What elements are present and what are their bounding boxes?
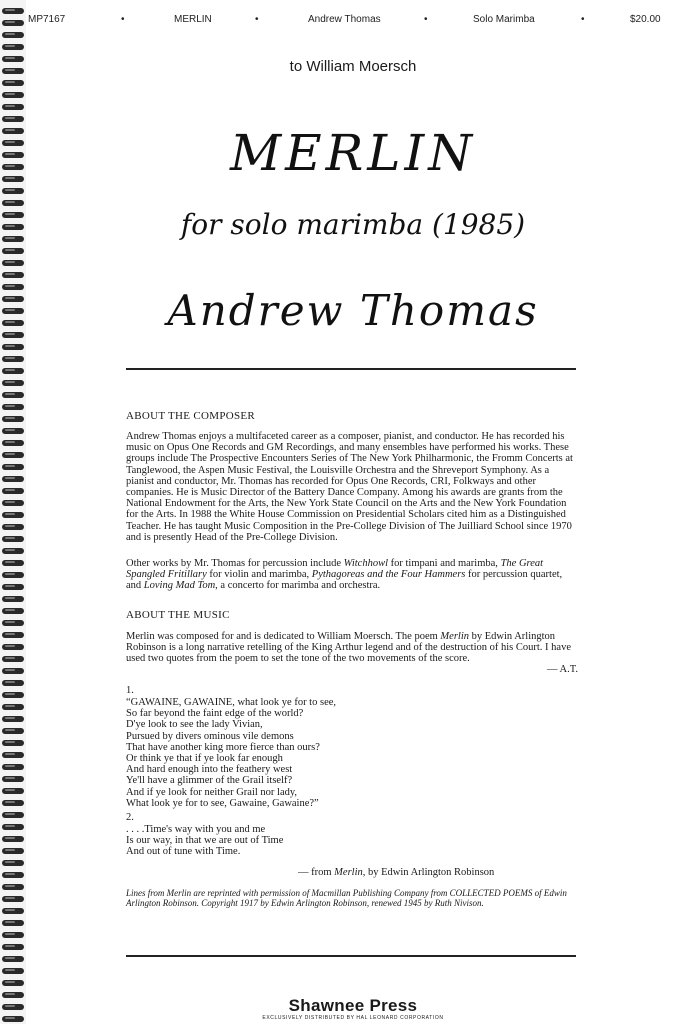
binding-coil <box>2 608 24 614</box>
about-music-heading: ABOUT THE MUSIC <box>126 609 230 621</box>
binding-coil <box>2 728 24 734</box>
binding-coil <box>2 896 24 902</box>
binding-coil <box>2 164 24 170</box>
spiral-binding <box>0 0 26 1024</box>
work-title: The Great Spangled Fritillary <box>126 558 544 581</box>
binding-coil <box>2 488 24 494</box>
divider <box>126 368 576 370</box>
binding-coil <box>2 704 24 710</box>
binding-coil <box>2 308 24 314</box>
binding-coil <box>2 764 24 770</box>
binding-coil <box>2 116 24 122</box>
binding-coil <box>2 452 24 458</box>
text-run: for timpani and marimba, <box>388 558 501 569</box>
divider <box>126 955 576 957</box>
dedication: to William Moersch <box>289 58 417 75</box>
work-title: Merlin <box>440 631 469 642</box>
publisher-logo: Shawnee Press <box>288 996 418 1015</box>
binding-coil <box>2 908 24 914</box>
binding-coil <box>2 692 24 698</box>
header-bullet: • <box>121 14 125 25</box>
binding-coil <box>2 572 24 578</box>
binding-coil <box>2 548 24 554</box>
header-price: $20.00 <box>630 14 661 25</box>
text-run: Other works by Mr. Thomas for percussion include <box>126 558 344 569</box>
catalog-number: MP7167 <box>28 14 66 25</box>
binding-coil <box>2 140 24 146</box>
work-title: Merlin <box>334 867 363 878</box>
header-bullet: • <box>255 14 259 25</box>
binding-coil <box>2 200 24 206</box>
binding-coil <box>2 668 24 674</box>
binding-coil <box>2 8 24 14</box>
binding-coil <box>2 500 24 506</box>
text-run: for violin and marimba, <box>206 569 312 581</box>
binding-coil <box>2 752 24 758</box>
binding-coil <box>2 92 24 98</box>
text-run: by Edwin Arlington Robinson is a long narrative retelling of the King Arthur legend and of the destruction of his Court. I have used two quotes from the poem to set the tone of the two movements of the score. <box>126 631 571 665</box>
binding-coil <box>2 104 24 110</box>
binding-coil <box>2 860 24 866</box>
signature: — A.T. <box>546 664 578 675</box>
binding-coil <box>2 1016 24 1022</box>
binding-coil <box>2 824 24 830</box>
binding-coil <box>2 992 24 998</box>
about-music-text <box>126 631 578 665</box>
binding-coil <box>2 20 24 26</box>
header-bullet: • <box>424 14 428 25</box>
binding-coil <box>2 464 24 470</box>
header-bullet: • <box>581 14 585 25</box>
binding-coil <box>2 428 24 434</box>
binding-coil <box>2 680 24 686</box>
work-title: Loving Mad Tom <box>143 580 216 592</box>
binding-coil <box>2 56 24 62</box>
subtitle: for solo marimba (1985) <box>180 208 526 241</box>
binding-coil <box>2 476 24 482</box>
binding-coil <box>2 656 24 662</box>
binding-coil <box>2 380 24 386</box>
poem-number: 2. <box>126 812 134 823</box>
poem-number: 1. <box>126 685 134 696</box>
binding-coil <box>2 296 24 302</box>
binding-coil <box>2 968 24 974</box>
binding-coil <box>2 1004 24 1010</box>
binding-coil <box>2 956 24 962</box>
binding-coil <box>2 848 24 854</box>
text-run: , by Edwin Arlington Robinson <box>362 867 495 878</box>
binding-coil <box>2 152 24 158</box>
binding-coil <box>2 368 24 374</box>
binding-coil <box>2 512 24 518</box>
binding-coil <box>2 68 24 74</box>
page-title: MERLIN <box>229 124 477 182</box>
composer-name: Andrew Thomas <box>167 286 539 335</box>
binding-coil <box>2 248 24 254</box>
header-instrument: Solo Marimba <box>473 14 535 25</box>
binding-coil <box>2 356 24 362</box>
binding-coil <box>2 788 24 794</box>
binding-coil <box>2 236 24 242</box>
binding-coil <box>2 644 24 650</box>
binding-coil <box>2 944 24 950</box>
binding-coil <box>2 212 24 218</box>
binding-coil <box>2 284 24 290</box>
binding-coil <box>2 44 24 50</box>
binding-coil <box>2 872 24 878</box>
binding-coil <box>2 404 24 410</box>
distributor-line: EXCLUSIVELY DISTRIBUTED BY HAL LEONARD CORPORATION <box>262 1015 444 1021</box>
binding-coil <box>2 716 24 722</box>
work-title: Pythagoreas and the Four Hammers <box>311 569 466 581</box>
binding-coil <box>2 800 24 806</box>
binding-coil <box>2 812 24 818</box>
binding-coil <box>2 596 24 602</box>
binding-coil <box>2 188 24 194</box>
binding-coil <box>2 332 24 338</box>
header-title: MERLIN <box>174 14 212 25</box>
binding-coil <box>2 32 24 38</box>
binding-coil <box>2 560 24 566</box>
about-composer-text: Andrew Thomas enjoys a multifaceted career as a composer, pianist, and conductor. He has recorded his music on Opus One Records and GM Recordings, and many ensembles have performed his works. These groups include The Prospective Encounters Series of The New York Philharmonic, the Fromm Concerts at Tanglewood, the Aspen Music Festival, the Louisville Orchestra and the Shreveport Symphony. As a pianist and conductor, Mr. Thomas has recorded for Opus One Records, CRI, Folkways and other companies. He is Music Director of the Battery Dance Company. Among his awards are grants from the National Endowment for the Arts, the New York State Council on the Arts and the New York Foundation for the Arts. In 1988 the White House Commission on Presidential Scholars cited him as a Distinguished Teacher. He has taught Music Composition in the Pre-College Division of The Juilliard School since 1970 and is presently Head of the Pre-College Division. <box>126 431 573 543</box>
binding-coil <box>2 80 24 86</box>
binding-coil <box>2 632 24 638</box>
binding-coil <box>2 932 24 938</box>
work-title: Witchhowl <box>343 558 388 569</box>
binding-coil <box>2 836 24 842</box>
binding-coil <box>2 740 24 746</box>
binding-coil <box>2 392 24 398</box>
binding-coil <box>2 536 24 542</box>
binding-coil <box>2 176 24 182</box>
header-composer: Andrew Thomas <box>308 14 381 25</box>
poem-one: “GAWAINE, GAWAINE, what look ye for to see, So far beyond the faint edge of the world? D'ye look to see the lady Vivian, Pursued by divers ominous vile demons That have another king more fierce than ours? Or think ye that if ye look far enough And hard enough into the feathery west Ye'll have a glimmer of the Grail itself? And if ye look for neither Grail nor lady, What look ye for to see, Gawaine, Gawaine?” <box>126 697 337 809</box>
binding-coil <box>2 440 24 446</box>
binding-coil <box>2 344 24 350</box>
binding-coil <box>2 584 24 590</box>
text-run: , a concerto for marimba and orchestra. <box>215 580 381 592</box>
binding-coil <box>2 416 24 422</box>
binding-coil <box>2 224 24 230</box>
binding-coil <box>2 980 24 986</box>
binding-coil <box>2 524 24 530</box>
other-works-text <box>126 558 578 592</box>
binding-coil <box>2 620 24 626</box>
score-cover <box>28 0 678 1024</box>
binding-coil <box>2 320 24 326</box>
about-composer-heading: ABOUT THE COMPOSER <box>126 410 256 422</box>
binding-coil <box>2 128 24 134</box>
text-run: — from <box>298 867 335 878</box>
attribution <box>298 867 598 878</box>
binding-coil <box>2 260 24 266</box>
poem-two: . . . .Time's way with you and me Is our way, in that we are out of Time And out of tune with Time. <box>126 824 284 858</box>
text-run: Merlin was composed for and is dedicated to William Moersch. The poem <box>126 631 441 642</box>
text-run: for percussion quartet, and <box>126 569 563 592</box>
binding-coil <box>2 884 24 890</box>
binding-coil <box>2 920 24 926</box>
binding-coil <box>2 776 24 782</box>
binding-coil <box>2 272 24 278</box>
permission-credit: Lines from Merlin are reprinted with permission of Macmillan Publishing Company from COLLECTED POEMS of Edwin Arlington Robinson. Copyright 1917 by Edwin Arlington Robinson, renewed 1945 by Ruth Nivison. <box>126 888 567 908</box>
